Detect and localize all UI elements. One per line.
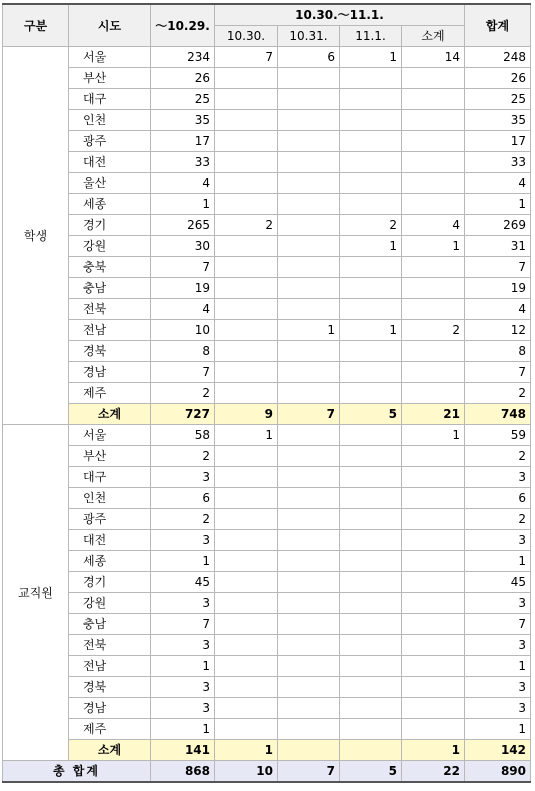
value-cell-d1030	[215, 110, 278, 131]
value-cell-d1030	[215, 194, 278, 215]
grand-total-cell-total: 890	[465, 761, 531, 783]
value-cell-d1030	[215, 551, 278, 572]
value-cell-d1031	[278, 719, 340, 740]
value-cell-d1031	[278, 614, 340, 635]
subtotal-cell-total: 142	[465, 740, 531, 761]
value-cell-d1031	[278, 656, 340, 677]
table-row	[3, 488, 531, 509]
table-row	[3, 215, 531, 236]
value-cell-before: 30	[151, 236, 215, 257]
value-cell-before: 25	[151, 89, 215, 110]
value-cell-d1031	[278, 467, 340, 488]
value-cell-total: 1	[465, 719, 531, 740]
value-cell-subtotal: 1	[402, 236, 465, 257]
value-cell-total: 12	[465, 320, 531, 341]
value-cell-d1101	[340, 614, 402, 635]
table-row	[3, 446, 531, 467]
value-cell-subtotal	[402, 341, 465, 362]
value-cell-d1031	[278, 257, 340, 278]
value-cell-d1030	[215, 341, 278, 362]
subtotal-cell-d1031	[278, 740, 340, 761]
value-cell-total: 1	[465, 656, 531, 677]
value-cell-subtotal	[402, 278, 465, 299]
value-cell-d1031	[278, 593, 340, 614]
value-cell-total: 7	[465, 362, 531, 383]
value-cell-before: 2	[151, 509, 215, 530]
region-cell: 인천	[69, 110, 151, 131]
value-cell-d1031	[278, 383, 340, 404]
region-cell: 제주	[69, 383, 151, 404]
col-header-1030: 10.30.	[215, 26, 278, 47]
value-cell-d1031	[278, 89, 340, 110]
value-cell-total: 3	[465, 698, 531, 719]
region-cell: 세종	[69, 194, 151, 215]
value-cell-subtotal: 2	[402, 320, 465, 341]
value-cell-subtotal	[402, 509, 465, 530]
value-cell-d1101	[340, 278, 402, 299]
value-cell-d1031	[278, 278, 340, 299]
value-cell-d1031	[278, 152, 340, 173]
value-cell-subtotal	[402, 110, 465, 131]
value-cell-subtotal	[402, 719, 465, 740]
subtotal-cell-d1030: 9	[215, 404, 278, 425]
value-cell-subtotal	[402, 488, 465, 509]
value-cell-d1030	[215, 572, 278, 593]
value-cell-d1030: 2	[215, 215, 278, 236]
table-row	[3, 551, 531, 572]
value-cell-d1030	[215, 236, 278, 257]
value-cell-total: 17	[465, 131, 531, 152]
value-cell-before: 58	[151, 425, 215, 446]
value-cell-d1031	[278, 236, 340, 257]
value-cell-subtotal	[402, 614, 465, 635]
table-row	[3, 320, 531, 341]
subtotal-cell-total: 748	[465, 404, 531, 425]
value-cell-before: 33	[151, 152, 215, 173]
value-cell-d1030	[215, 446, 278, 467]
value-cell-subtotal	[402, 383, 465, 404]
table-row	[3, 278, 531, 299]
value-cell-d1101	[340, 467, 402, 488]
value-cell-d1101	[340, 299, 402, 320]
value-cell-d1031	[278, 173, 340, 194]
table-body	[3, 47, 531, 783]
table-row	[3, 131, 531, 152]
value-cell-before: 234	[151, 47, 215, 68]
value-cell-d1030: 1	[215, 425, 278, 446]
value-cell-d1031	[278, 530, 340, 551]
value-cell-subtotal	[402, 572, 465, 593]
table-row	[3, 593, 531, 614]
value-cell-d1030	[215, 509, 278, 530]
value-cell-d1030	[215, 656, 278, 677]
subtotal-cell-d1031: 7	[278, 404, 340, 425]
value-cell-before: 3	[151, 530, 215, 551]
region-cell: 경북	[69, 341, 151, 362]
value-cell-before: 8	[151, 341, 215, 362]
value-cell-subtotal	[402, 635, 465, 656]
value-cell-subtotal	[402, 677, 465, 698]
value-cell-total: 3	[465, 635, 531, 656]
value-cell-d1101	[340, 194, 402, 215]
value-cell-d1031	[278, 362, 340, 383]
table-row	[3, 509, 531, 530]
subtotal-label: 소계	[69, 740, 151, 761]
region-cell: 대전	[69, 530, 151, 551]
region-cell: 광주	[69, 509, 151, 530]
grand-total-cell-before: 868	[151, 761, 215, 783]
value-cell-before: 3	[151, 467, 215, 488]
value-cell-total: 1	[465, 194, 531, 215]
value-cell-d1101	[340, 425, 402, 446]
value-cell-d1101	[340, 719, 402, 740]
value-cell-total: 19	[465, 278, 531, 299]
value-cell-before: 265	[151, 215, 215, 236]
grand-total-cell-subtotal: 22	[402, 761, 465, 783]
grand-total-cell-d1030: 10	[215, 761, 278, 783]
cases-table	[2, 3, 531, 783]
value-cell-d1031	[278, 446, 340, 467]
region-cell: 대구	[69, 467, 151, 488]
region-cell: 경북	[69, 677, 151, 698]
value-cell-d1030	[215, 383, 278, 404]
region-cell: 제주	[69, 719, 151, 740]
value-cell-d1031	[278, 488, 340, 509]
value-cell-d1101	[340, 488, 402, 509]
value-cell-d1101	[340, 110, 402, 131]
value-cell-subtotal	[402, 698, 465, 719]
value-cell-total: 7	[465, 614, 531, 635]
table-row	[3, 68, 531, 89]
value-cell-total: 31	[465, 236, 531, 257]
region-cell: 대구	[69, 89, 151, 110]
value-cell-subtotal	[402, 131, 465, 152]
value-cell-d1101	[340, 677, 402, 698]
region-cell: 부산	[69, 446, 151, 467]
value-cell-subtotal: 14	[402, 47, 465, 68]
value-cell-d1031	[278, 425, 340, 446]
region-cell: 대전	[69, 152, 151, 173]
value-cell-total: 7	[465, 257, 531, 278]
table-row	[3, 425, 531, 446]
value-cell-before: 3	[151, 635, 215, 656]
region-cell: 서울	[69, 47, 151, 68]
col-header-category: 구분	[3, 4, 69, 47]
value-cell-d1030	[215, 593, 278, 614]
value-cell-total: 3	[465, 530, 531, 551]
table-row	[3, 383, 531, 404]
value-cell-d1030	[215, 299, 278, 320]
value-cell-d1101	[340, 89, 402, 110]
value-cell-d1031	[278, 551, 340, 572]
value-cell-d1030	[215, 530, 278, 551]
value-cell-total: 2	[465, 509, 531, 530]
value-cell-d1101	[340, 551, 402, 572]
value-cell-before: 1	[151, 194, 215, 215]
value-cell-before: 19	[151, 278, 215, 299]
table-row	[3, 698, 531, 719]
region-cell: 충남	[69, 614, 151, 635]
value-cell-d1030	[215, 68, 278, 89]
value-cell-before: 4	[151, 173, 215, 194]
value-cell-before: 1	[151, 551, 215, 572]
region-cell: 광주	[69, 131, 151, 152]
value-cell-before: 2	[151, 383, 215, 404]
table-row	[3, 614, 531, 635]
col-header-total: 합계	[465, 4, 531, 47]
value-cell-before: 1	[151, 656, 215, 677]
value-cell-before: 3	[151, 677, 215, 698]
value-cell-d1030	[215, 173, 278, 194]
value-cell-total: 269	[465, 215, 531, 236]
region-cell: 인천	[69, 488, 151, 509]
value-cell-total: 4	[465, 173, 531, 194]
value-cell-before: 7	[151, 257, 215, 278]
value-cell-d1101	[340, 152, 402, 173]
region-cell: 서울	[69, 425, 151, 446]
value-cell-d1031: 1	[278, 320, 340, 341]
value-cell-d1030	[215, 614, 278, 635]
value-cell-d1101	[340, 383, 402, 404]
value-cell-d1101	[340, 446, 402, 467]
table-header	[3, 4, 531, 47]
value-cell-d1101: 1	[340, 236, 402, 257]
value-cell-d1031	[278, 215, 340, 236]
subtotal-cell-d1030: 1	[215, 740, 278, 761]
value-cell-d1031	[278, 194, 340, 215]
value-cell-subtotal	[402, 257, 465, 278]
value-cell-before: 4	[151, 299, 215, 320]
value-cell-d1101	[340, 362, 402, 383]
region-cell: 충북	[69, 257, 151, 278]
value-cell-subtotal	[402, 593, 465, 614]
value-cell-before: 45	[151, 572, 215, 593]
value-cell-total: 3	[465, 677, 531, 698]
value-cell-before: 2	[151, 446, 215, 467]
value-cell-total: 3	[465, 593, 531, 614]
value-cell-d1101: 1	[340, 47, 402, 68]
value-cell-d1101	[340, 635, 402, 656]
table-row	[3, 152, 531, 173]
value-cell-d1031	[278, 572, 340, 593]
table-row	[3, 677, 531, 698]
value-cell-d1030	[215, 719, 278, 740]
subtotal-cell-before: 727	[151, 404, 215, 425]
value-cell-d1101: 1	[340, 320, 402, 341]
value-cell-before: 1	[151, 719, 215, 740]
subtotal-cell-d1101	[340, 740, 402, 761]
value-cell-total: 8	[465, 341, 531, 362]
value-cell-subtotal	[402, 446, 465, 467]
table-row	[3, 719, 531, 740]
region-cell: 전북	[69, 299, 151, 320]
value-cell-subtotal	[402, 551, 465, 572]
value-cell-before: 6	[151, 488, 215, 509]
category-cell: 학생	[3, 47, 69, 425]
table-row	[3, 530, 531, 551]
value-cell-subtotal	[402, 194, 465, 215]
table-row	[3, 341, 531, 362]
value-cell-total: 25	[465, 89, 531, 110]
value-cell-total: 3	[465, 467, 531, 488]
value-cell-subtotal: 1	[402, 425, 465, 446]
value-cell-d1030	[215, 257, 278, 278]
region-cell: 충남	[69, 278, 151, 299]
value-cell-total: 248	[465, 47, 531, 68]
region-cell: 강원	[69, 593, 151, 614]
value-cell-subtotal	[402, 89, 465, 110]
value-cell-subtotal: 4	[402, 215, 465, 236]
table-row	[3, 635, 531, 656]
value-cell-before: 26	[151, 68, 215, 89]
table-row	[3, 110, 531, 131]
value-cell-before: 17	[151, 131, 215, 152]
subtotal-row	[3, 740, 531, 761]
table-row	[3, 257, 531, 278]
table-row	[3, 656, 531, 677]
region-cell: 경남	[69, 362, 151, 383]
subtotal-cell-before: 141	[151, 740, 215, 761]
value-cell-subtotal	[402, 173, 465, 194]
region-cell: 전남	[69, 320, 151, 341]
col-header-region: 시도	[69, 4, 151, 47]
value-cell-d1101	[340, 509, 402, 530]
value-cell-total: 2	[465, 446, 531, 467]
col-header-1031: 10.31.	[278, 26, 340, 47]
table-row	[3, 194, 531, 215]
col-header-before: ～10.29.	[151, 4, 215, 47]
region-cell: 울산	[69, 173, 151, 194]
value-cell-subtotal	[402, 68, 465, 89]
subtotal-cell-subtotal: 21	[402, 404, 465, 425]
value-cell-d1101	[340, 173, 402, 194]
subtotal-row	[3, 404, 531, 425]
value-cell-total: 6	[465, 488, 531, 509]
table-row	[3, 362, 531, 383]
value-cell-total: 59	[465, 425, 531, 446]
region-cell: 전남	[69, 656, 151, 677]
value-cell-d1030	[215, 635, 278, 656]
value-cell-subtotal	[402, 530, 465, 551]
value-cell-subtotal	[402, 152, 465, 173]
value-cell-before: 3	[151, 698, 215, 719]
table-row	[3, 467, 531, 488]
value-cell-d1031	[278, 341, 340, 362]
value-cell-d1031	[278, 677, 340, 698]
value-cell-d1101	[340, 341, 402, 362]
value-cell-before: 7	[151, 614, 215, 635]
region-cell: 경기	[69, 215, 151, 236]
value-cell-d1030	[215, 698, 278, 719]
value-cell-d1030	[215, 488, 278, 509]
value-cell-d1030	[215, 677, 278, 698]
grand-total-label: 총 합계	[3, 761, 151, 783]
col-header-period: 10.30.～11.1.	[215, 4, 465, 26]
value-cell-d1031	[278, 635, 340, 656]
subtotal-cell-subtotal: 1	[402, 740, 465, 761]
col-header-subtotal: 소계	[402, 26, 465, 47]
value-cell-d1031	[278, 68, 340, 89]
col-header-1101: 11.1.	[340, 26, 402, 47]
value-cell-d1031	[278, 509, 340, 530]
value-cell-before: 3	[151, 593, 215, 614]
value-cell-d1101	[340, 68, 402, 89]
value-cell-d1031	[278, 131, 340, 152]
value-cell-total: 2	[465, 383, 531, 404]
value-cell-d1101: 2	[340, 215, 402, 236]
value-cell-d1030	[215, 362, 278, 383]
region-cell: 전북	[69, 635, 151, 656]
category-cell: 교직원	[3, 425, 69, 761]
value-cell-d1030	[215, 278, 278, 299]
value-cell-d1031	[278, 299, 340, 320]
value-cell-d1031	[278, 110, 340, 131]
value-cell-d1030	[215, 152, 278, 173]
region-cell: 경남	[69, 698, 151, 719]
grand-total-row	[3, 761, 531, 783]
value-cell-before: 7	[151, 362, 215, 383]
value-cell-d1101	[340, 257, 402, 278]
region-cell: 세종	[69, 551, 151, 572]
table-row	[3, 572, 531, 593]
grand-total-cell-d1031: 7	[278, 761, 340, 783]
value-cell-subtotal	[402, 299, 465, 320]
value-cell-total: 35	[465, 110, 531, 131]
value-cell-total: 4	[465, 299, 531, 320]
region-cell: 강원	[69, 236, 151, 257]
value-cell-d1030	[215, 89, 278, 110]
value-cell-d1101	[340, 593, 402, 614]
value-cell-d1030	[215, 320, 278, 341]
value-cell-d1030	[215, 467, 278, 488]
value-cell-d1031: 6	[278, 47, 340, 68]
value-cell-total: 45	[465, 572, 531, 593]
table-row	[3, 47, 531, 68]
value-cell-d1101	[340, 656, 402, 677]
value-cell-d1101	[340, 131, 402, 152]
value-cell-d1031	[278, 698, 340, 719]
value-cell-d1030: 7	[215, 47, 278, 68]
table-row	[3, 173, 531, 194]
value-cell-total: 33	[465, 152, 531, 173]
value-cell-subtotal	[402, 467, 465, 488]
value-cell-d1101	[340, 530, 402, 551]
value-cell-subtotal	[402, 656, 465, 677]
value-cell-total: 1	[465, 551, 531, 572]
region-cell: 경기	[69, 572, 151, 593]
value-cell-total: 26	[465, 68, 531, 89]
region-cell: 부산	[69, 68, 151, 89]
value-cell-d1030	[215, 131, 278, 152]
subtotal-label: 소계	[69, 404, 151, 425]
grand-total-cell-d1101: 5	[340, 761, 402, 783]
value-cell-d1101	[340, 698, 402, 719]
table-row	[3, 236, 531, 257]
subtotal-cell-d1101: 5	[340, 404, 402, 425]
value-cell-subtotal	[402, 362, 465, 383]
value-cell-before: 35	[151, 110, 215, 131]
table-row	[3, 299, 531, 320]
value-cell-d1101	[340, 572, 402, 593]
table-row	[3, 89, 531, 110]
value-cell-before: 10	[151, 320, 215, 341]
